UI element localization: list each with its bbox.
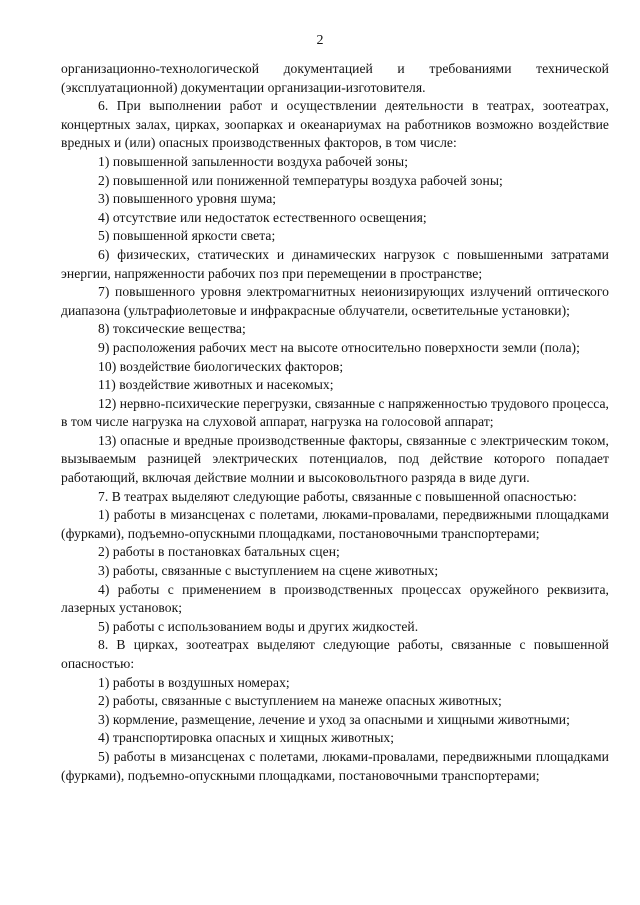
paragraph-continuation: организационно-технологической документацией и требованиями технической (эксплуатационной) документации организации-изготовителя.	[61, 61, 609, 95]
list-item: 4) работы с применением в производственных процессах оружейного реквизита, лазерных установок;	[61, 581, 609, 616]
list-item: 1) работы в мизансценах с полетами, люками-провалами, передвижными площадками (фурками), подъемно-опускными площадками, постановочными транспортерами;	[61, 507, 609, 541]
paragraph-item-7: 7. В театрах выделяют следующие работы, связанные с повышенной опасностью:	[98, 488, 577, 504]
list-item: 13) опасные и вредные производственные факторы, связанные с электрическим током, вызываемым разницей электрических потенциалов, под действие которого попадает работающий, включая действие молнии и высоковольтного разряда в виде дуги.	[61, 432, 609, 486]
list-item: 7) повышенного уровня электромагнитных неионизирующих излучений оптического диапазона (ультрафиолетовые и инфракрасные облучатели, осветительные установки);	[61, 284, 609, 318]
list-item: 3) кормление, размещение, лечение и уход за опасными и хищными животными;	[98, 711, 570, 727]
list-item: 2) работы, связанные с выступлением на манеже опасных животных;	[98, 693, 502, 709]
list-item: 3) работы, связанные с выступлением на сцене животных;	[98, 563, 439, 579]
page-number: 2	[316, 33, 324, 48]
list-item: 8) токсические вещества;	[98, 321, 246, 337]
list-item: 5) работы с использованием воды и других жидкостей.	[98, 618, 419, 634]
paragraph-item-6: 6. При выполнении работ и осуществлении деятельности в театрах, зоотеатрах, концертных залах, цирках, зоопарках и океанариумах на работников возможно воздействие вредных и (или) опасных производственных факторов, в том числе:	[61, 98, 609, 151]
list-item: 1) повышенной запыленности воздуха рабочей зоны;	[98, 153, 409, 169]
document-body	[61, 60, 609, 785]
list-item: 11) воздействие животных и насекомых;	[98, 377, 334, 393]
paragraph-item-8: 8. В цирках, зоотеатрах выделяют следующие работы, связанные с повышенной опасностью:	[61, 637, 609, 671]
list-item: 6) физических, статических и динамических нагрузок с повышенными затратами энергии, напряженности рабочих поз при перемещении в пространстве;	[61, 246, 609, 281]
list-item: 5) повышенной яркости света;	[98, 228, 276, 244]
list-item: 5) работы в мизансценах с полетами, люками-провалами, передвижными площадками (фурками), подъемно-опускными площадками, постановочными транспортерами;	[61, 748, 609, 783]
list-item: 2) работы в постановках батальных сцен;	[98, 544, 340, 560]
list-item: 4) транспортировка опасных и хищных животных;	[98, 730, 395, 746]
list-item: 1) работы в воздушных номерах;	[98, 674, 290, 690]
list-item: 2) повышенной или пониженной температуры воздуха рабочей зоны;	[98, 172, 503, 188]
list-item: 12) нервно-психические перегрузки, связанные с напряженностью трудового процесса, в том числе нагрузка на слуховой аппарат, нагрузка на голосовой аппарат;	[61, 395, 609, 430]
list-item: 10) воздействие биологических факторов;	[98, 358, 344, 374]
list-item: 9) расположения рабочих мест на высоте относительно поверхности земли (пола);	[98, 339, 580, 355]
list-item: 4) отсутствие или недостаток естественного освещения;	[98, 209, 427, 225]
list-item: 3) повышенного уровня шума;	[98, 191, 277, 207]
